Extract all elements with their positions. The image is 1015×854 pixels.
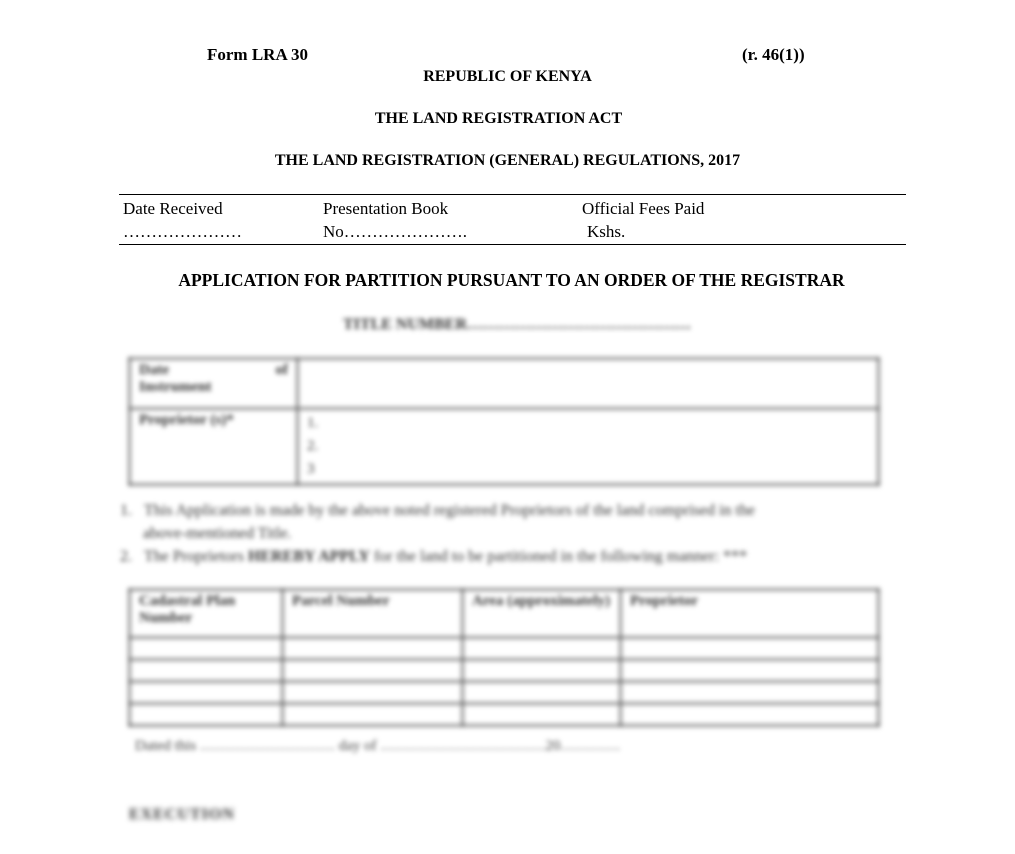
table-cell xyxy=(130,660,283,682)
fees-value: Kshs. xyxy=(587,222,626,241)
presentation-book-value: No…………………. xyxy=(323,222,468,241)
paragraph-2-number: 2. xyxy=(120,548,132,565)
paragraph-1-number: 1. xyxy=(120,502,132,519)
date-of-instrument-cell xyxy=(130,359,298,409)
table-cell xyxy=(463,704,621,726)
proprietor-1: 1. xyxy=(307,415,319,431)
table-row xyxy=(130,704,879,726)
date-value-cell xyxy=(298,359,879,409)
dated-line: Dated this ……………………… day of ……………………………20………… xyxy=(135,738,621,754)
table-cell xyxy=(283,638,463,660)
header-area: Area (approximately) xyxy=(463,590,621,638)
header-parcel-number: Parcel Number xyxy=(283,590,463,638)
proprietor-2: 2. xyxy=(307,438,319,454)
proprietor-3: 3 xyxy=(307,461,315,477)
top-rule xyxy=(119,194,906,195)
presentation-book-label: Presentation Book xyxy=(323,199,449,218)
execution-heading: EXECUTION xyxy=(129,806,235,823)
title-number: TITLE NUMBER…………………………………… xyxy=(343,316,692,333)
table-cell xyxy=(463,638,621,660)
proprietor-list-cell xyxy=(298,409,879,485)
paragraph-2-bold: HEREBY APPLY xyxy=(247,548,370,565)
proprietor-label-cell: Proprietor (s)* xyxy=(130,409,298,485)
fees-label: Official Fees Paid xyxy=(582,199,705,218)
application-title: APPLICATION FOR PARTITION PURSUANT TO AN ORDER OF THE REGISTRAR xyxy=(178,270,845,290)
table-cell xyxy=(621,682,879,704)
table-cell xyxy=(621,660,879,682)
header-proprietor: Proprietor xyxy=(621,590,879,638)
paragraph-1-line-2: above-mentioned Title. xyxy=(143,525,292,542)
table-cell xyxy=(463,682,621,704)
table-cell xyxy=(621,638,879,660)
country-heading: REPUBLIC OF KENYA xyxy=(423,68,592,85)
header-cadastral-plan-number: Cadastral Plan Number xyxy=(130,590,283,638)
paragraph-2 xyxy=(120,548,747,566)
table-row xyxy=(130,660,879,682)
table-cell xyxy=(621,704,879,726)
table-cell xyxy=(130,704,283,726)
date-label: Date xyxy=(139,362,169,378)
act-heading: THE LAND REGISTRATION ACT xyxy=(374,110,623,127)
date-received-value: ………………… xyxy=(123,222,242,241)
table-cell xyxy=(130,682,283,704)
table-row xyxy=(130,638,879,660)
bottom-rule xyxy=(119,244,906,245)
table-cell xyxy=(463,660,621,682)
of-label: of xyxy=(275,362,288,378)
instrument-table xyxy=(128,357,880,486)
date-received-label: Date Received xyxy=(123,199,223,218)
table-cell xyxy=(130,638,283,660)
paragraph-1 xyxy=(120,502,755,520)
table-row xyxy=(130,682,879,704)
paragraph-2-end: for the land to be partitioned in the following manner: *** xyxy=(373,548,748,565)
table-cell xyxy=(283,660,463,682)
regulations-heading: THE LAND REGISTRATION (GENERAL) REGULATIONS, 2017 xyxy=(274,152,741,169)
paragraph-1-line-1: This Application is made by the above noted registered Proprietors of the land comprised in the xyxy=(144,502,755,519)
partition-table xyxy=(128,588,880,727)
form-code: Form LRA 30 xyxy=(207,45,309,64)
instrument-label: Instrument xyxy=(139,379,212,395)
rule-reference: (r. 46(1)) xyxy=(742,45,805,64)
table-cell xyxy=(283,682,463,704)
paragraph-2-start: The Proprietors xyxy=(144,548,244,565)
table-cell xyxy=(283,704,463,726)
